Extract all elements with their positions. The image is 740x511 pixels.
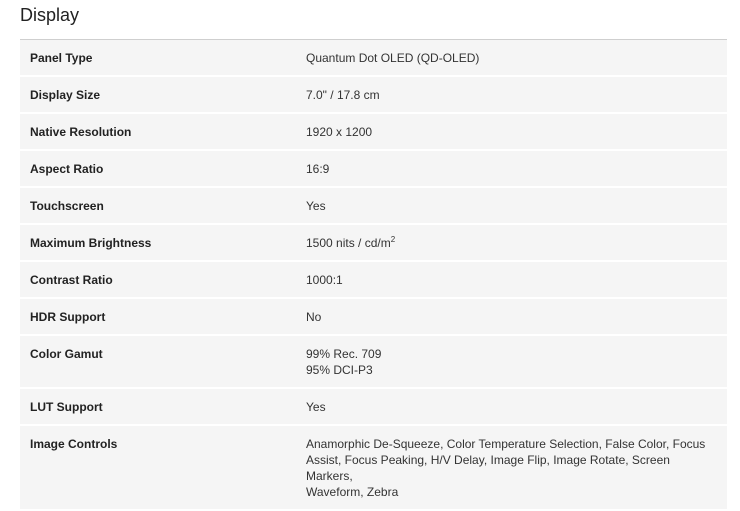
spec-value-line: Anamorphic De-Squeeze, Color Temperature Selection, False Color, Focus	[306, 437, 706, 451]
spec-row-hdr-support	[20, 298, 727, 335]
spec-label: Image Controls	[30, 437, 118, 451]
spec-row-image-controls	[20, 425, 727, 510]
section-title: Display	[20, 5, 80, 25]
spec-value-line: Waveform, Zebra	[306, 485, 399, 499]
spec-label: Touchscreen	[30, 199, 104, 213]
spec-label: Contrast Ratio	[30, 273, 113, 287]
spec-row-color-gamut	[20, 335, 727, 388]
spec-value-line: Assist, Focus Peaking, H/V Delay, Image Flip, Image Rotate, Screen Markers,	[306, 453, 670, 483]
spec-label: Native Resolution	[30, 125, 132, 139]
spec-value: No	[306, 310, 322, 324]
spec-label: Display Size	[30, 88, 101, 102]
spec-value-line: 99% Rec. 709	[306, 347, 382, 361]
spec-value	[286, 224, 727, 261]
spec-value	[286, 335, 727, 388]
spec-value: Quantum Dot OLED (QD-OLED)	[306, 51, 480, 65]
spec-label: Panel Type	[30, 51, 93, 65]
spec-value: 1000:1	[306, 273, 343, 287]
spec-row-display-size	[20, 76, 727, 113]
spec-label: LUT Support	[30, 400, 103, 414]
spec-row-panel-type	[20, 40, 727, 77]
spec-label: HDR Support	[30, 310, 106, 324]
spec-value-text: 1500 nits / cd/m	[306, 236, 391, 250]
spec-row-native-resolution	[20, 113, 727, 150]
spec-value: 1920 x 1200	[306, 125, 373, 139]
spec-label: Maximum Brightness	[30, 236, 152, 250]
spec-row-aspect-ratio	[20, 150, 727, 187]
spec-row-touchscreen	[20, 187, 727, 224]
spec-row-lut-support	[20, 388, 727, 425]
spec-value-line: 95% DCI-P3	[306, 363, 373, 377]
spec-value: 16:9	[306, 162, 330, 176]
display-spec-table	[20, 39, 727, 511]
spec-row-contrast-ratio	[20, 261, 727, 298]
spec-value: 7.0" / 17.8 cm	[306, 88, 380, 102]
spec-value: Yes	[306, 400, 326, 414]
spec-value: Yes	[306, 199, 326, 213]
spec-label: Color Gamut	[30, 347, 103, 361]
superscript: 2	[390, 235, 396, 244]
spec-value	[286, 425, 727, 510]
spec-row-maximum-brightness	[20, 224, 727, 261]
spec-label: Aspect Ratio	[30, 162, 104, 176]
